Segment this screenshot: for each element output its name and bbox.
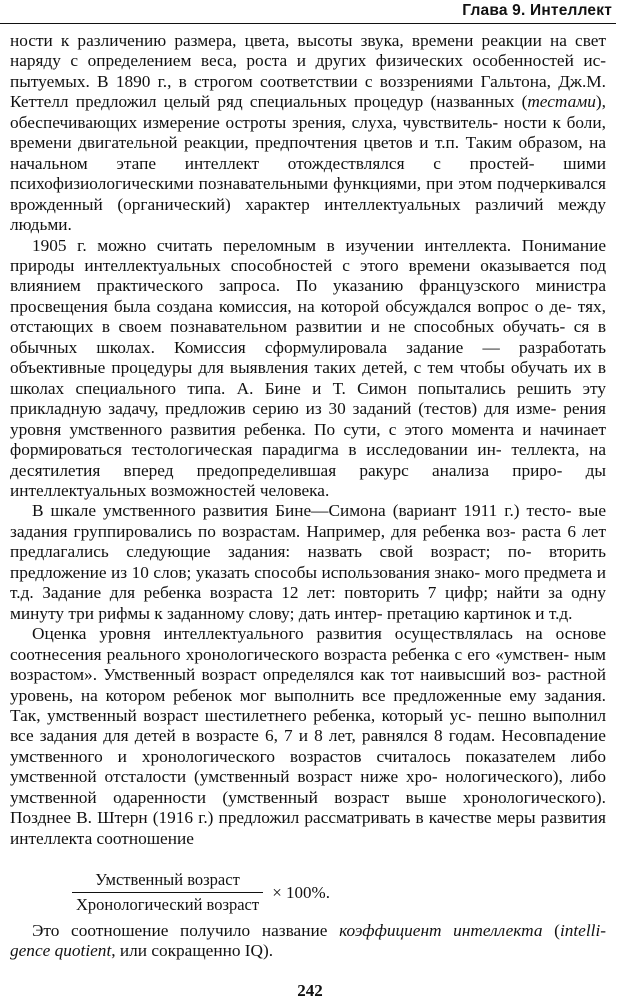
italic-term: тестами (527, 92, 596, 112)
text-line: Оценка уровня интеллектуального развития осуществлялась на основе (32, 624, 606, 644)
text-line: объективные процедуры для выявления таких детей, с тем чтобы обучать (10, 358, 574, 378)
paragraph (10, 31, 606, 236)
text-line: пешно выполнил все задания для детей в возрасте 6, 7 и 8 лет, равнялся 8 (10, 705, 606, 746)
formula-fraction (72, 870, 263, 915)
text-line: влиянием практического запроса. По указанию французского министра (10, 276, 606, 296)
text-line: 1905 г. можно считать переломным в изучении интеллекта. Понимание (32, 235, 606, 255)
closing-paragraph (10, 921, 606, 962)
header-rule (0, 23, 616, 24)
closing-term-ru: коэффициент интеллекта (339, 921, 543, 940)
text-line: подчеркивался врожденный (органический) характер интеллектуальных (10, 174, 606, 214)
text-line: ности к различению размера, цвета, высоты звука, времени реакции на свет (10, 31, 606, 50)
paragraph (10, 624, 606, 849)
formula-numerator: Умственный возраст (72, 870, 263, 893)
chapter-title: Глава 9. Интеллект (462, 2, 612, 19)
paragraph (10, 501, 606, 624)
body-text (10, 31, 606, 849)
text-line: просвещения была создана комиссия, на которой обсуждался вопрос о де- (10, 296, 578, 316)
closing-term-en: intelli- gence quotient (10, 921, 607, 961)
text-line: их в школах специального типа. А. Бине и Т. Симон попытались решить (10, 358, 606, 398)
formula-denominator: Хронологический возраст (76, 895, 260, 914)
text-line-part: ( (521, 92, 528, 112)
text-line: рения уровня умственного развития ребенка. По сути, с этого момента и (10, 399, 606, 439)
text-line: в качестве меры развития интеллекта соотношение (10, 808, 606, 848)
text-line: годам. Несовпадение умственного и хронологического возрастов считалось (10, 726, 606, 766)
text-line: ся в обычных школах. Комиссия сформулировала задание — разработать (10, 317, 606, 357)
text-line: В шкале умственного развития Бине—Симона (вариант 1911 г.) тесто- (32, 501, 579, 521)
text-line: цифр; найти за одну минуту три рифмы к заданному слову; дать интер- (10, 583, 607, 623)
running-header (0, 0, 620, 26)
text-line: Дж.М. Кеттелл предложил целый ряд специальных процедур (названных (10, 71, 606, 112)
text-line: Таким образом, на начальном этапе интеллект отождествлялся с простей- (10, 133, 606, 173)
text-line: вые задания группировались по возрастам. Например, для ребенка воз- (10, 501, 606, 541)
text-line: теллекта, на десятилетия вперед предопределившая ракурс анализа приро- (10, 440, 606, 480)
text-line: ды интеллектуальных возможностей человека. (10, 460, 606, 500)
text-line: природы интеллектуальных способностей с этого времени оказывается под (10, 255, 606, 275)
text-line: растной уровень, на котором ребенок мог выполнить все предложенные (10, 665, 606, 705)
text-line: наряду с определением веса, роста и других физических особенностей ис- (10, 51, 606, 71)
closing-text-mid: ( (542, 921, 560, 940)
page-number: 242 (297, 981, 323, 1000)
iq-formula (72, 870, 392, 920)
text-line: ности к боли, времени двигательной реакции, предпочтения цветов и т.п. (10, 112, 606, 153)
closing-text-start: Это соотношение получило название (32, 921, 340, 940)
text-line: соотнесения реального хронологического возраста ребенка с его «умствен- (10, 644, 575, 664)
text-line-part: ), обеспечивающих измерение остроты зрения, слуха, чувствитель- (10, 92, 606, 132)
paragraph (10, 236, 606, 502)
text-line: раста 6 лет предлагались следующие задания: назвать свой возраст; по- (10, 521, 606, 562)
text-line: пытуемых. В 1890 г., в строгом соответствии с воззрениями Гальтона, (10, 71, 559, 91)
text-line: начинает формироваться тестологическая парадигма в исследовании ин- (10, 419, 606, 460)
text-line: тях, отстающих в своем познавательном развитии и не способных обучать- (10, 296, 606, 337)
text-line: вторить предложение из 10 слов; указать способы использования знако- (10, 542, 606, 582)
text-line: претацию картинок и т.д. (386, 603, 573, 623)
text-line: ным возрастом». Умственный возраст определялся как тот наивысший воз- (10, 644, 606, 685)
closing-text-end: , или сокращенно IQ). (111, 941, 274, 961)
text-line: нологического), либо умственной одаренности (умственный возраст выше (10, 767, 606, 807)
text-line: хронологического). Позднее В. Штерн (1916 г.) предложил рассматривать (10, 787, 606, 828)
text-line: шими психофизиологическими познавательными функциями, при этом (10, 153, 606, 194)
text-line: показателем либо умственной отсталости (умственный возраст ниже хро- (10, 746, 606, 787)
formula-multiplier: × 100%. (272, 882, 330, 902)
text-line: ему задания. Так, умственный возраст шестилетнего ребенка, который ус- (10, 685, 607, 725)
text-line: мого предмета и т.д. Задание для ребенка возраста 12 лет: повторить 7 (10, 562, 606, 603)
text-line: различий между людьми. (10, 194, 606, 235)
text-line: эту прикладную задачу, предложив серию из 30 заданий (тестов) для изме- (10, 378, 606, 419)
